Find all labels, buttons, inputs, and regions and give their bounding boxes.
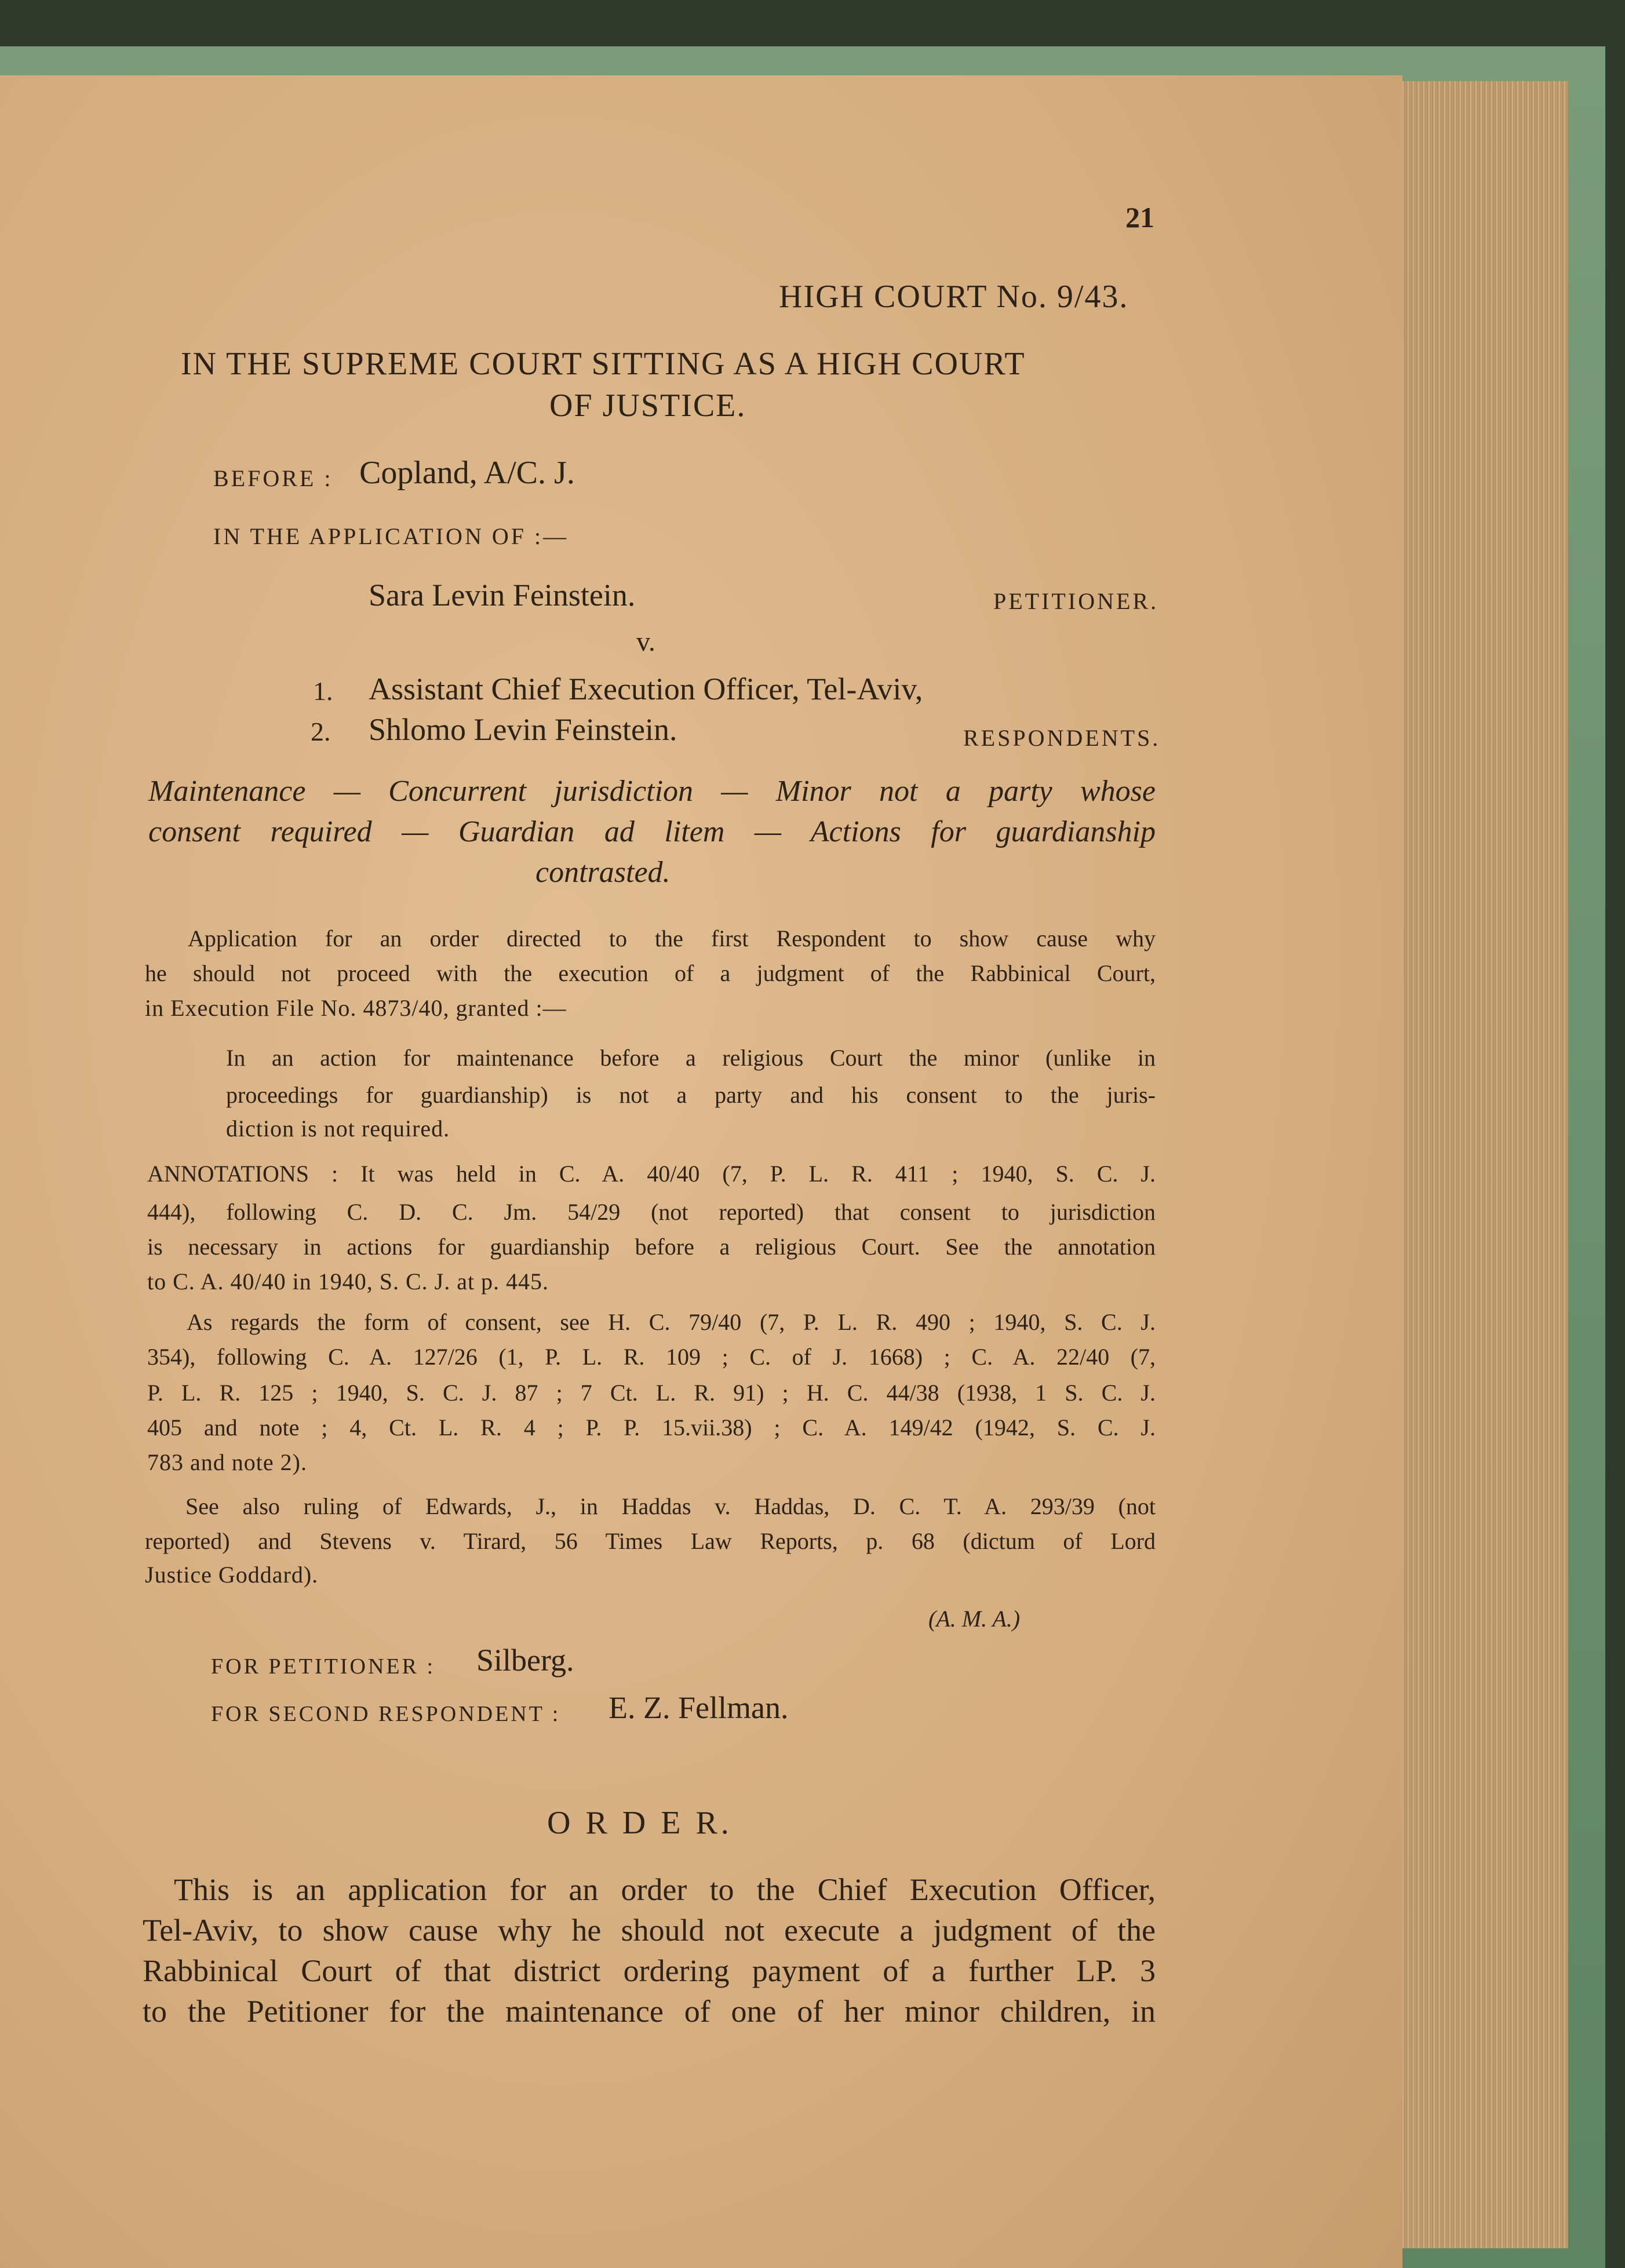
for-petitioner-name: Silberg.	[476, 1643, 574, 1678]
consent-line: 405 and note ; 4, Ct. L. R. 4 ; P. P. 15.vii.38) ; C. A. 149/42 (1942, S. C. J.	[147, 1414, 1156, 1441]
see-also-line: See also ruling of Edwards, J., in Haddas v. Haddas, D. C. T. A. 293/39 (not	[185, 1493, 1156, 1519]
before-label: BEFORE :	[213, 465, 333, 491]
case-reference: HIGH COURT No. 9/43.	[779, 279, 1129, 315]
application-line: in Execution File No. 4873/40, granted :—	[145, 995, 567, 1021]
respondent-1-number: 1.	[313, 676, 333, 706]
petitioner-label: PETITIONER.	[993, 588, 1159, 614]
held-line: proceedings for guardianship) is not a party and his consent to the juris-	[226, 1082, 1156, 1108]
versus: v.	[636, 626, 655, 657]
application-line: Application for an order directed to the first Respondent to show cause why	[188, 925, 1156, 951]
petitioner-name: Sara Levin Feinstein.	[369, 578, 636, 612]
for-second-respondent-label: FOR SECOND RESPONDENT :	[211, 1702, 561, 1726]
annotations-line: to C. A. 40/40 in 1940, S. C. J. at p. 445.	[147, 1268, 549, 1295]
page-edges	[1391, 81, 1568, 2248]
headnote-line: consent required — Guardian ad litem — Actions for guardianship	[148, 815, 1156, 848]
order-line: Rabbinical Court of that district ordering payment of a further LP. 3	[143, 1953, 1156, 1988]
respondent-2-name: Shlomo Levin Feinstein.	[369, 712, 677, 747]
respondent-1-name: Assistant Chief Execution Officer, Tel-Aviv,	[369, 672, 923, 706]
respondents-label: RESPONDENTS.	[963, 725, 1161, 751]
page-number: 21	[1125, 201, 1154, 234]
book-page	[0, 75, 1402, 2268]
order-heading: O R D E R.	[547, 1805, 733, 1841]
application-line: he should not proceed with the execution of a judgment of the Rabbinical Court,	[145, 960, 1156, 986]
held-line: In an action for maintenance before a religious Court the minor (unlike in	[226, 1045, 1156, 1071]
consent-line: 354), following C. A. 127/26 (1, P. L. R. 109 ; C. of J. 1668) ; C. A. 22/40 (7,	[147, 1344, 1156, 1370]
annotations-line: is necessary in actions for guardianship before a religious Court. See the annotation	[147, 1234, 1156, 1260]
for-petitioner-label: FOR PETITIONER :	[211, 1654, 435, 1679]
order-line: This is an application for an order to the Chief Execution Officer,	[174, 1872, 1156, 1907]
application-of-label: IN THE APPLICATION OF :—	[213, 523, 569, 549]
consent-line: As regards the form of consent, see H. C. 79/40 (7, P. L. R. 490 ; 1940, S. C. J.	[187, 1309, 1156, 1335]
consent-line: P. L. R. 125 ; 1940, S. C. J. 87 ; 7 Ct. L. R. 91) ; H. C. 44/38 (1938, 1 S. C. J.	[147, 1380, 1156, 1406]
order-line: Tel-Aviv, to show cause why he should not execute a judgment of the	[143, 1913, 1156, 1948]
order-line: to the Petitioner for the maintenance of one of her minor children, in	[143, 1994, 1156, 2029]
see-also-line: reported) and Stevens v. Tirard, 56 Times Law Reports, p. 68 (dictum of Lord	[145, 1528, 1156, 1554]
headnote-line: contrasted.	[535, 856, 671, 889]
court-title-line-1: IN THE SUPREME COURT SITTING AS A HIGH COURT	[181, 346, 1026, 382]
reporter-initials: (A. M. A.)	[928, 1606, 1021, 1632]
annotations-line: ANNOTATIONS : It was held in C. A. 40/40 (7, P. L. R. 411 ; 1940, S. C. J.	[147, 1161, 1156, 1187]
see-also-line: Justice Goddard).	[145, 1562, 319, 1588]
respondent-2-number: 2.	[311, 717, 331, 746]
court-title-line-2: OF JUSTICE.	[549, 388, 746, 424]
judge-name: Copland, A/C. J.	[359, 455, 575, 491]
for-second-respondent-name: E. Z. Fellman.	[609, 1690, 789, 1725]
held-line: diction is not required.	[226, 1115, 450, 1142]
annotations-line: 444), following C. D. C. Jm. 54/29 (not reported) that consent to jurisdiction	[147, 1199, 1156, 1225]
consent-line: 783 and note 2).	[147, 1449, 307, 1475]
headnote-line: Maintenance — Concurrent jurisdiction — Minor not a party whose	[148, 775, 1156, 808]
